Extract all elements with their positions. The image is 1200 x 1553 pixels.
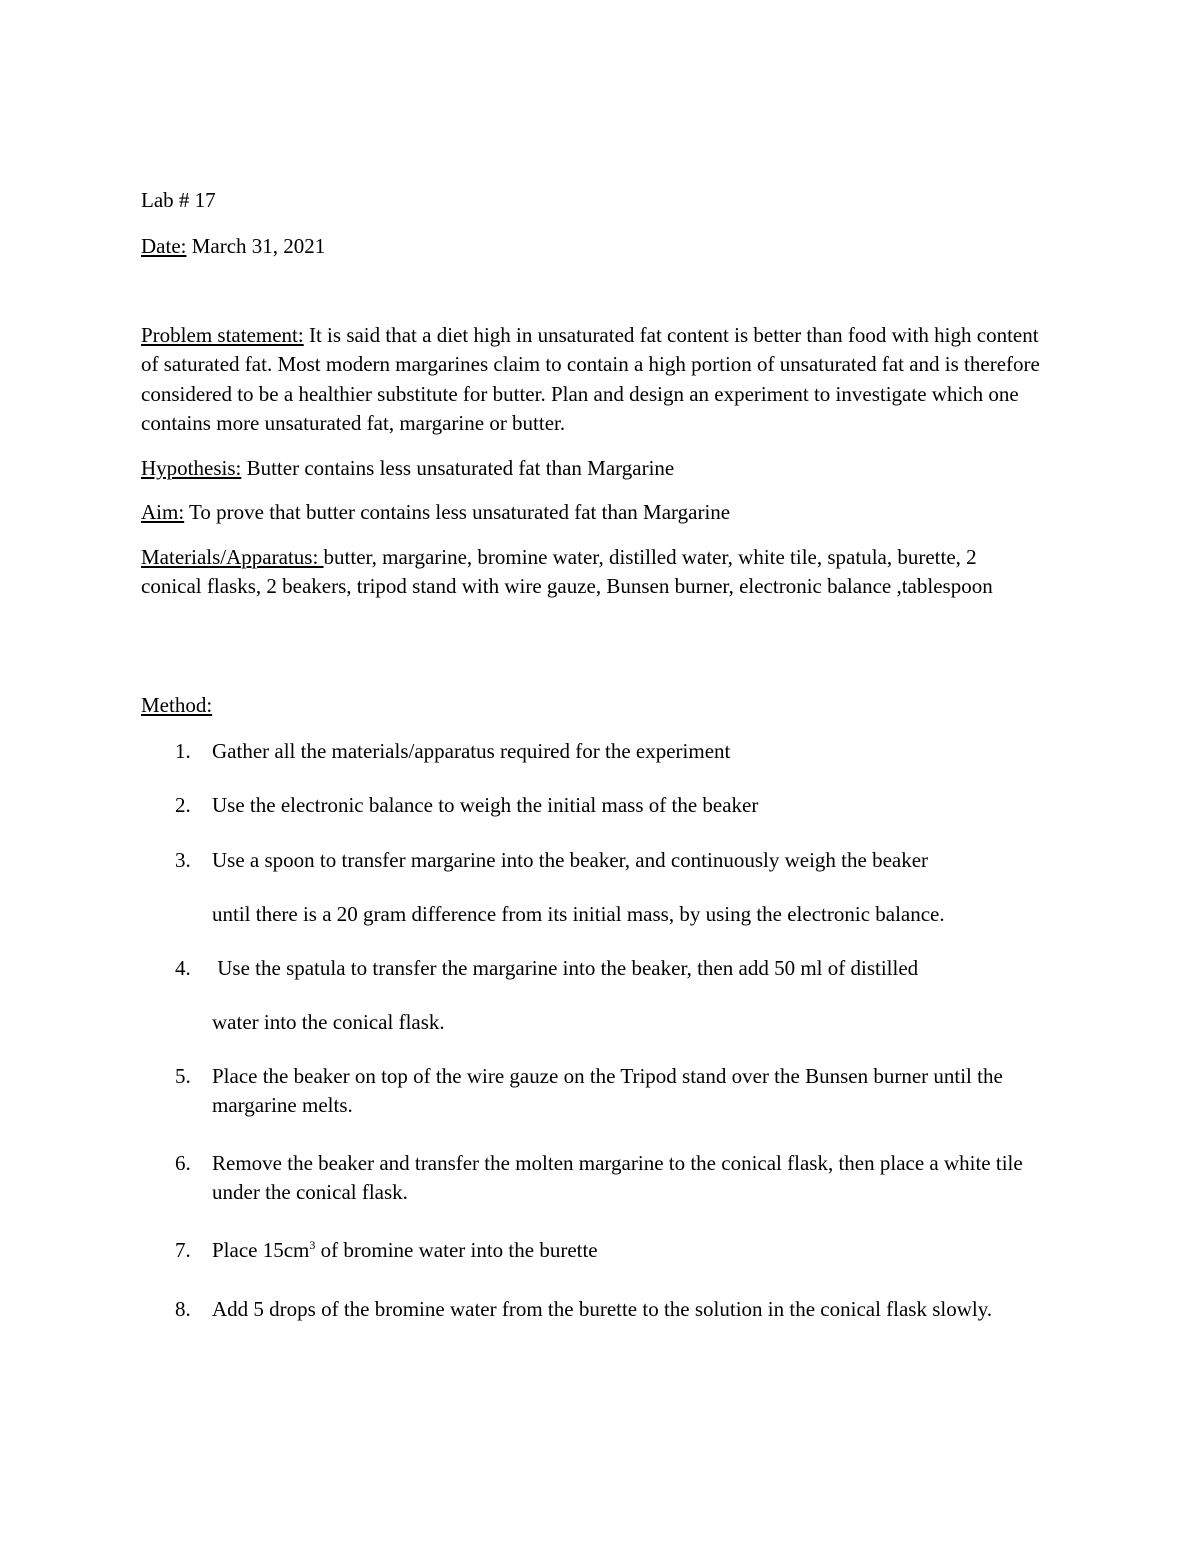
problem-text: It is said that a diet high in unsaturated fat content is better than food with high content of saturated fat. Most modern margarines claim to contain a high portion of unsaturated fat and is therefore considered to be a healthier substitute for butter. Plan and design an experiment to investigate which one contains more unsaturated fat, margarine or butter. [141,323,1040,435]
step-text: until there is a 20 gram difference from its initial mass, by using the electronic balance. [212,902,945,926]
step-number: 1. [175,739,191,763]
aim [141,498,730,526]
step-text: Use a spoon to transfer margarine into the beaker, and continuously weigh the beaker [212,848,929,872]
date-label: Date: [141,234,187,258]
step-text: Place $15cm^3$ of bromine water into the burette [212,1238,598,1262]
step-number: 5. [175,1064,191,1088]
materials [141,543,1021,602]
hypothesis-label: Hypothesis: [141,456,242,480]
problem-statement [141,321,1056,438]
materials-text: butter, margarine, bromine water, distilled water, white tile, spatula, burette, 2 conical flasks, 2 beakers, tripod stand with wire gauze, Bunsen burner, electronic balance ,tablespoon [141,545,993,599]
step-number: 8. [175,1297,191,1321]
step-text: Add 5 drops of the bromine water from the burette to the solution in the conical flask slowly. [212,1297,993,1321]
aim-label: Aim: [141,500,185,524]
step-text: water into the conical flask. [212,1010,445,1034]
step-number: 7. [175,1238,191,1262]
step-text: Place the beaker on top of the wire gauze on the Tripod stand over the Bunsen burner until the margarine melts. [212,1064,1003,1117]
step-text: Gather all the materials/apparatus required for the experiment [212,739,731,763]
problem-label: Problem statement: [141,323,304,347]
step-number: 3. [175,848,191,872]
step-text: Use the spatula to transfer the margarine into the beaker, then add 50 ml of distilled [212,956,919,980]
lab-number: Lab # 17 [141,188,216,212]
hypothesis [141,454,674,482]
step-number: 2. [175,793,191,817]
step-text: Use the electronic balance to weigh the initial mass of the beaker [212,793,759,817]
hypothesis-text: Butter contains less unsaturated fat than Margarine [241,456,675,480]
step-text: Remove the beaker and transfer the molten margarine to the conical flask, then place a white tile under the conical flask. [212,1151,1023,1204]
aim-text: To prove that butter contains less unsaturated fat than Margarine [184,500,731,524]
materials-label: Materials/Apparatus: [141,545,324,569]
step-number: 4. [175,956,191,980]
superscript: 3 [309,1238,316,1252]
step-number: 6. [175,1151,191,1175]
date-value: March 31, 2021 [186,234,326,258]
method-heading: Method: [141,693,213,717]
date-line [141,232,325,260]
